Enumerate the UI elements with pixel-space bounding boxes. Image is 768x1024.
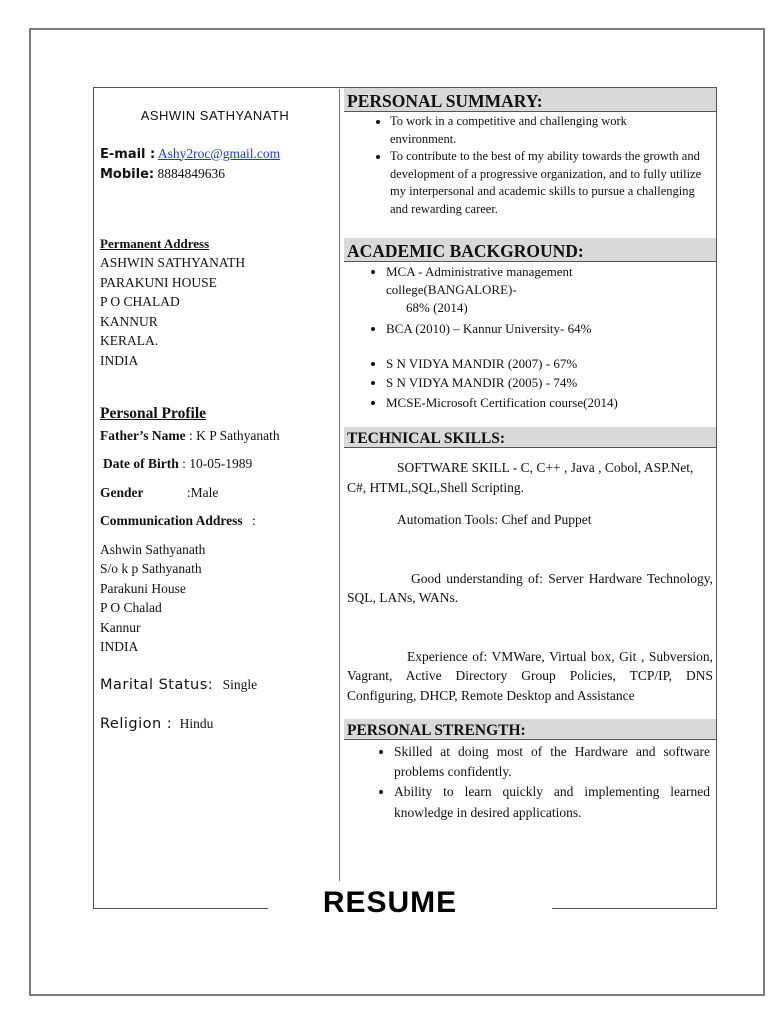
academic-heading: ACADEMIC BACKGROUND: bbox=[344, 238, 716, 262]
list-item: • MCSE-Microsoft Certification course(2014) bbox=[386, 393, 716, 413]
address-line: S/o k p Sathyanath bbox=[100, 561, 202, 576]
religion-label: Religion : bbox=[100, 716, 173, 732]
marital-row bbox=[100, 675, 336, 696]
address-line: P O CHALAD bbox=[100, 294, 180, 309]
dob-label: Date of Birth bbox=[103, 456, 179, 471]
right-column bbox=[344, 88, 716, 823]
list-item bbox=[386, 263, 716, 317]
gender-value: :Male bbox=[186, 484, 219, 500]
summary-heading: PERSONAL SUMMARY: bbox=[344, 88, 716, 112]
father-label: Father’s Name bbox=[100, 427, 186, 443]
experience: Experience of: VMWare, Virtual box, Git , Subversion, Vagrant, Active Directory Group Policies, TCP/IP, DNS Configuring, DHCP, Remote Desktop and Assistance bbox=[347, 648, 713, 703]
list-item: • S N VIDYA MANDIR (2007) - 67% bbox=[386, 354, 716, 373]
list-item: • To work in a competitive and challenging work environment. bbox=[390, 113, 716, 148]
address-line: INDIA bbox=[100, 352, 139, 368]
marital-value: Single bbox=[222, 676, 258, 692]
summary-list bbox=[344, 113, 716, 218]
address-line: KANNUR bbox=[100, 313, 158, 329]
address-line: Ashwin Sathyanath bbox=[100, 541, 206, 557]
communication-address bbox=[100, 540, 336, 657]
address-line: ASHWIN SATHYANATH bbox=[100, 255, 246, 270]
list-item: • Skilled at doing most of the Hardware and software problems confidently. bbox=[394, 742, 716, 781]
understanding: Good understanding of: Server Hardware Technology, SQL, LANs, WANs. bbox=[347, 570, 713, 605]
gender-row bbox=[100, 483, 336, 503]
column-divider bbox=[339, 89, 340, 881]
email-link[interactable]: Ashy2roc@gmail.com bbox=[157, 145, 281, 161]
dob-value: : 10-05-1989 bbox=[182, 456, 253, 471]
academic-mca: MCA - Administrative management college(BANGALORE)- bbox=[386, 264, 573, 297]
address-line: KERALA. bbox=[100, 333, 159, 348]
academic-list bbox=[344, 263, 716, 413]
academic-mca-score: 68% (2014) bbox=[406, 300, 468, 315]
marital-label: Marital Status: bbox=[100, 676, 214, 693]
strength-list bbox=[344, 742, 716, 823]
mobile-label: Mobile: bbox=[100, 167, 155, 182]
candidate-name: ASHWIN SATHYANATH bbox=[140, 108, 290, 123]
list-item: • BCA (2010) – Kannur University- 64% bbox=[386, 319, 716, 338]
address-line: Kannur bbox=[100, 619, 141, 635]
religion-row bbox=[100, 714, 336, 735]
list-item: • S N VIDYA MANDIR (2005) - 74% bbox=[386, 373, 716, 393]
comm-label: Communication Address bbox=[100, 513, 243, 528]
gender-label: Gender bbox=[100, 484, 144, 500]
technical-heading: TECHNICAL SKILLS: bbox=[344, 427, 716, 448]
software-skills: SOFTWARE SKILL - C, C++ , Java , Cobol, ASP.Net, C#, HTML,SQL,Shell Scripting. bbox=[347, 460, 694, 495]
dob-row bbox=[100, 454, 336, 474]
address-line: PARAKUNI HOUSE bbox=[100, 274, 217, 290]
comm-row bbox=[100, 511, 336, 531]
permanent-address-label: Permanent Address bbox=[100, 235, 210, 251]
permanent-address bbox=[100, 253, 336, 370]
father-value: : K P Sathyanath bbox=[188, 427, 280, 443]
personal-profile-label: Personal Profile bbox=[100, 405, 207, 422]
religion-value: Hindu bbox=[179, 716, 214, 731]
resume-title: RESUME bbox=[322, 886, 458, 919]
mobile-value: 8884849636 bbox=[157, 166, 225, 181]
father-row bbox=[100, 426, 336, 446]
automation-tools: Automation Tools: Chef and Puppet bbox=[397, 512, 592, 527]
strength-heading: PERSONAL STRENGTH: bbox=[344, 719, 716, 740]
mobile-row bbox=[100, 164, 336, 185]
list-item: • To contribute to the best of my ability towards the growth and development of a progressive organization, and to fully utilize my interpersonal and academic skills to pursue a challenging and rewarding career. bbox=[390, 148, 716, 218]
address-line: INDIA bbox=[100, 639, 139, 654]
email-label: E-mail : bbox=[100, 146, 156, 162]
email-row bbox=[100, 144, 336, 165]
address-line: Parakuni House bbox=[100, 580, 186, 596]
left-column bbox=[100, 100, 336, 735]
list-item: • Ability to learn quickly and implementing learned knowledge in desired applications. bbox=[394, 781, 716, 823]
address-line: P O Chalad bbox=[100, 600, 162, 615]
comm-colon: : bbox=[252, 513, 256, 528]
